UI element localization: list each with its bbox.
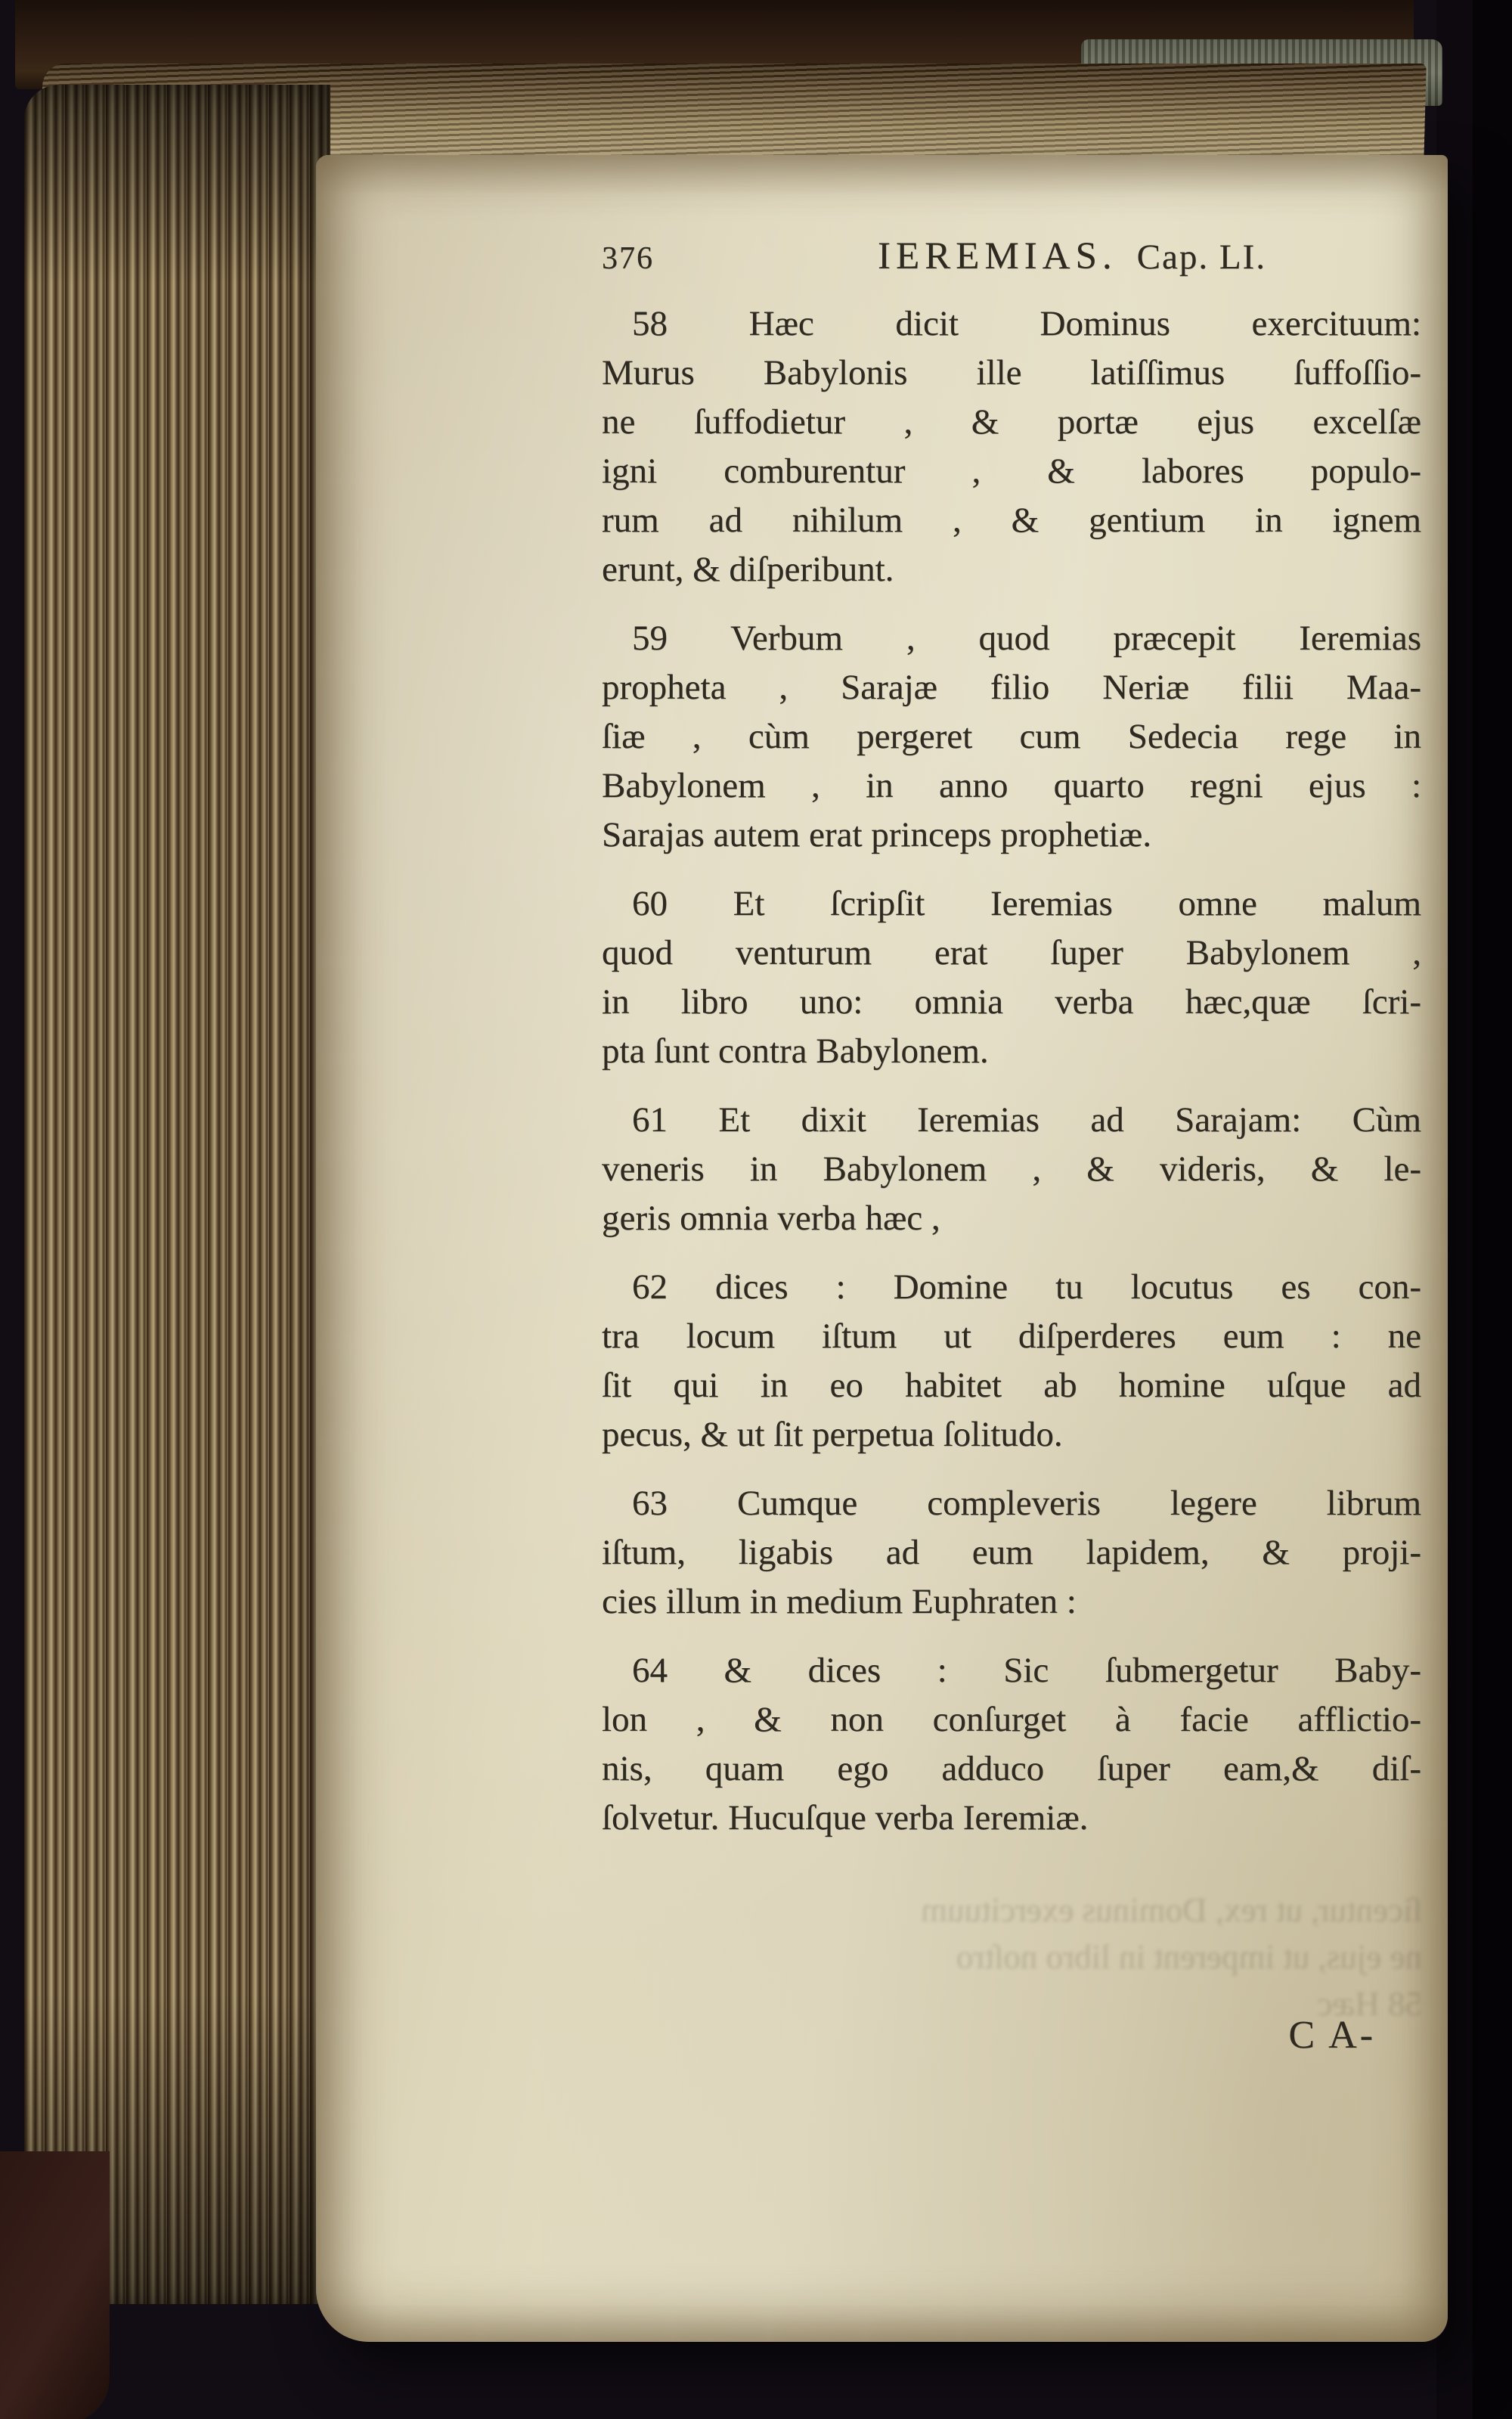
text-line: lon , & non conſurget à facie afflictio- bbox=[602, 1700, 1421, 1739]
text-line: iſtum, ligabis ad eum lapidem, & proji- bbox=[602, 1533, 1421, 1572]
text-line: 62 dices : Domine tu locutus es con- bbox=[632, 1267, 1421, 1307]
verse bbox=[602, 1263, 1421, 1459]
running-title-book: IEREMIAS. bbox=[878, 235, 1117, 278]
text-line: 61 Et dixit Ieremias ad Sarajam: Cùm bbox=[632, 1100, 1421, 1140]
text-line: Murus Babylonis ille latiſſimus ſuffoſſio- bbox=[602, 353, 1421, 392]
text-line: ſit qui in eo habitet ab homine uſque ad bbox=[602, 1366, 1421, 1405]
verse bbox=[602, 614, 1421, 860]
text-line: pecus, & ut ſit perpetua ſolitudo. bbox=[602, 1415, 1063, 1454]
text-line: in libro uno: omnia verba hæc,quæ ſcri- bbox=[602, 982, 1421, 1022]
catchword: C A- bbox=[1288, 2014, 1376, 2057]
book-cover-corner bbox=[0, 2151, 110, 2419]
text-line: ſiæ , cùm pergeret cum Sedecia rege in bbox=[602, 717, 1421, 756]
text-line: quod venturum erat ſuper Babylonem , bbox=[602, 933, 1421, 972]
text-line: veneris in Babylonem , & videris, & le- bbox=[602, 1149, 1421, 1189]
text-line: Babylonem , in anno quarto regni ejus : bbox=[602, 766, 1421, 805]
text-line: 59 Verbum , quod præcepit Ieremias bbox=[632, 619, 1421, 658]
text-line: pta ſunt contra Babylonem. bbox=[602, 1031, 989, 1071]
background-right-edge bbox=[1473, 0, 1512, 2419]
text-line: propheta , Sarajæ filio Neriæ filii Maa- bbox=[602, 668, 1421, 707]
text-line: rum ad nihilum , & gentium in ignem bbox=[602, 501, 1421, 540]
running-title-chapter: Cap. LI. bbox=[1136, 237, 1266, 277]
show-through-line: ne ejus, ut imperent in libro noſtro bbox=[956, 1938, 1422, 1976]
text-line: Sarajas autem erat princeps prophetiæ. bbox=[602, 815, 1151, 854]
text-line: ne ſuffodietur , & portæ ejus excelſæ bbox=[602, 402, 1421, 442]
text-line: 64 & dices : Sic ſubmergetur Baby- bbox=[632, 1651, 1421, 1690]
text-line: erunt, & diſperibunt. bbox=[602, 550, 894, 589]
verse bbox=[602, 1646, 1421, 1843]
verse bbox=[602, 299, 1421, 594]
show-through-line: 58 Hæc bbox=[1317, 1985, 1422, 2023]
verse bbox=[602, 879, 1421, 1076]
text-line: cies illum in medium Euphraten : bbox=[602, 1582, 1077, 1621]
text-line: igni comburentur , & labores populo- bbox=[602, 451, 1421, 491]
page-stack-fore-edge bbox=[24, 85, 330, 2304]
running-title bbox=[727, 234, 1418, 278]
book-page bbox=[316, 155, 1448, 2342]
text-line: tra locum iſtum ut diſperderes eum : ne bbox=[602, 1316, 1421, 1356]
page-header bbox=[316, 234, 1448, 278]
text-line: ſolvetur. Hucuſque verba Ieremiæ. bbox=[602, 1798, 1089, 1838]
verse-list bbox=[316, 299, 1448, 1843]
show-through-line: ſicentur, ut rex, Dominus exercituum bbox=[920, 1891, 1422, 1929]
text-line: geris omnia verba hæc , bbox=[602, 1199, 940, 1238]
verse bbox=[602, 1479, 1421, 1627]
text-line: nis, quam ego adduco ſuper eam,& diſ- bbox=[602, 1749, 1421, 1788]
text-line: 60 Et ſcripſit Ieremias omne malum bbox=[632, 884, 1421, 923]
text-line: 58 Hæc dicit Dominus exercituum: bbox=[632, 304, 1421, 343]
verse bbox=[602, 1096, 1421, 1243]
text-line: 63 Cumque compleveris legere librum bbox=[632, 1484, 1421, 1523]
page-number: 376 bbox=[602, 241, 654, 276]
show-through-text bbox=[602, 1887, 1422, 2027]
